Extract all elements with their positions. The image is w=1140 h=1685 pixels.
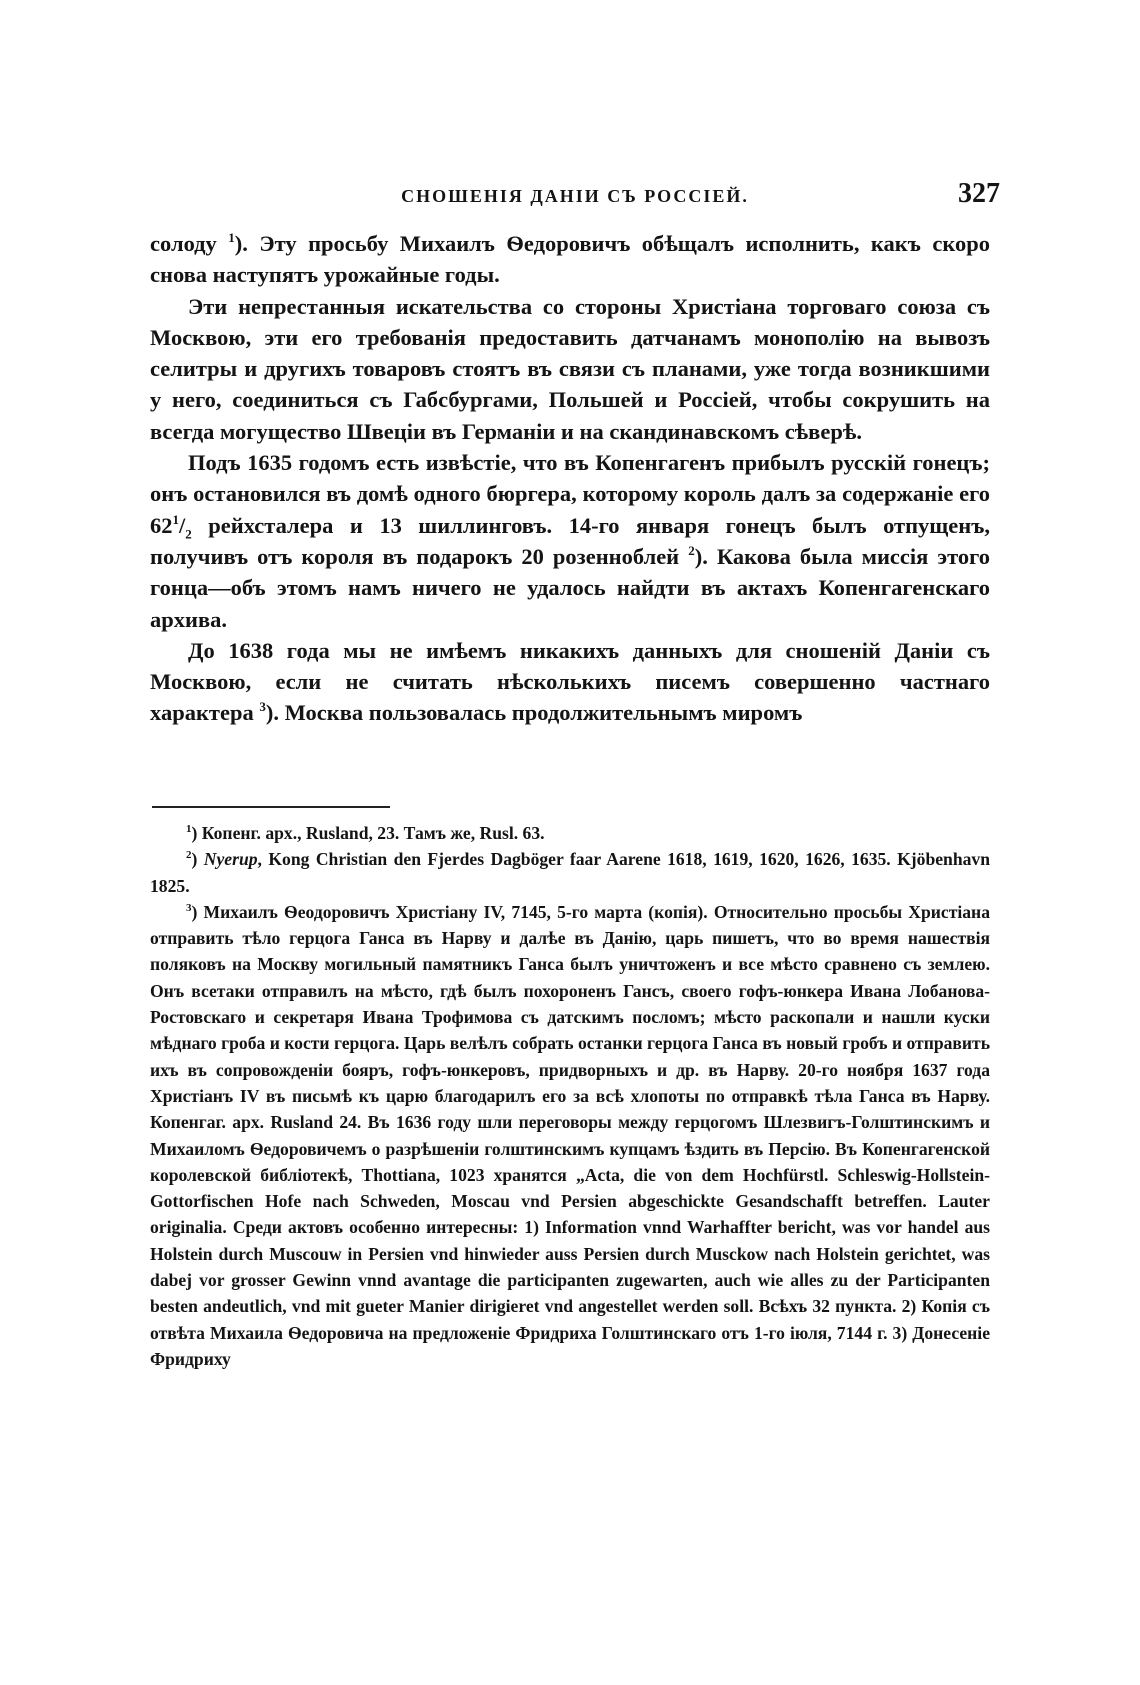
paragraph-4 (150, 635, 990, 729)
footnote-3-text: ) Михаилъ Ѳеодоровичъ Христіану IV, 7145, 5-го марта (копія). Относительно просьбы Христіана отправить тѣло герцога Ганса въ Нарву и далѣе въ Данію, царь пишетъ, что во время нашествія поляковъ на Москву могильный памятникъ Ганса былъ уничтоженъ и все мѣсто сравнено съ землею. Онъ всетаки отправилъ на мѣсто, гдѣ былъ похороненъ Гансъ, своего гофъ-юнкера Ивана Лобанова-Ростовскаго и секретаря Ивана Трофимова съ датскимъ посломъ; мѣсто раскопали и нашли куски мѣднаго гроба и кости герцога. Царь велѣлъ собрать останки герцога Ганса въ новый гробъ и отправить ихъ въ сопровожденіи бояръ, гофъ-юнкеровъ, придворныхъ и др. въ Нарву. 20-го ноября 1637 года Христіанъ IV въ письмѣ къ царю благодарилъ его за всѣ хлопоты по отправкѣ тѣла Ганса въ Нарву. Копенгаг. арх. Rusland 24. Въ 1636 году шли переговоры между герцогомъ Шлезвигъ-Голштинскимъ и Михаиломъ Ѳедоровичемъ о разрѣшеніи голштинскимъ купцамъ ѣздить въ Персію. Въ Копенгагенской королевской библіотекѣ, Thottiana, 1023 хранятся „Acta, die von dem Hochfürstl. Schleswig-Hollstein-Gottorfischen Hofe nach Schweden, Moscau vnd Persien abgeschickte Gesandschafft betreffen. Lauter originalia. Среди актовъ особенно интересны: 1) Information vnnd Warhaffter bericht, was vor handel aus Holstein durch Muscouw in Persien vnd hinwieder auss Persien durch Musckow nach Holstein gerichtet, was dabej vor grosser Gewinn vnnd avantage die participanten zugewarten, auch wie alles zu der Participanten besten andeutlich, vnd mit gueter Manier dirigieret vnd angestellet werden soll. Всѣхъ 32 пункта. 2) Копія съ отвѣта Михаила Ѳедоровича на предложеніе Фридриха Голштинскаго отъ 1-го іюля, 7144 г. 3) Донесеніе Фридриху (150, 901, 990, 1369)
paragraph-4-text-a: До 1638 года мы не имѣемъ никакихъ данныхъ для сношеній Даніи съ Москвою, если не считать нѣсколькихъ писемъ совершенно частнаго характера (150, 637, 990, 726)
fraction-numerator: 1 (172, 511, 179, 527)
fraction-denominator: 2 (185, 526, 192, 542)
paragraph-1-text: ). Эту просьбу Михаилъ Ѳедоровичъ обѣщалъ исполнить, какъ скоро снова наступятъ урожайные годы. (150, 231, 990, 288)
footnote-2: $^2$) Nyerup, Kong Christian den Fjerdes Dagböger faar Aarene 1618, 1619, 1620, 1626, 1635. Kjöbenhavn 1825. (150, 849, 990, 896)
footnote-3-mark: 3 (186, 901, 192, 914)
footnote-divider (152, 806, 390, 808)
paragraph-3 (150, 447, 990, 635)
footnote-2-text: , Kong Christian den Fjerdes Dagböger faar Aarene 1618, 1619, 1620, 1626, 1635. Kjöbenhavn 1825. (150, 849, 990, 896)
paragraph-3-text-b: рейхсталера и 13 шиллинговъ. 14-го января гонецъ былъ отпущенъ, получивъ отъ короля въ подарокъ 20 розенноблей (150, 512, 990, 569)
paragraph-3-text-c: ). Какова была миссія этого гонца—объ этомъ намъ ничего не удалось найдти въ актахъ Копенгагенскаго архива. (150, 543, 990, 632)
footnote-1 (150, 820, 990, 846)
running-head (150, 178, 1000, 218)
paragraph-2: Эти непрестанныя искательства со стороны Христіана торговаго союза съ Москвою, эти его требованія предоставить датчанамъ монополію на вывозъ селитры и другихъ товаровъ стоятъ въ связи съ планами, уже тогда возникшими у него, соединиться съ Габсбургами, Польшей и Россіей, чтобы сокрушить на всегда могущество Швеціи въ Германіи и на скандинавскомъ сѣверѣ. (150, 293, 990, 444)
main-text (150, 228, 990, 729)
footnote-ref-2: 2 (688, 542, 695, 558)
footnote-ref-1: 1 (228, 230, 235, 245)
footnote-ref-3: 3 (259, 699, 266, 715)
fraction-slash: / (179, 512, 186, 538)
paragraph-3-text-a: Подъ 1635 годомъ есть извѣстіе, что въ Копенгагенъ прибылъ русскій гонецъ; онъ остановился въ домѣ одного бюргера, которому король далъ за содержаніе его 62 (150, 450, 990, 538)
paragraph-1 (150, 228, 990, 291)
footnote-2-mark: 2 (186, 849, 192, 862)
paragraph-1-start: солоду (150, 231, 217, 256)
footnote-1-mark: 1 (186, 823, 192, 835)
footnote-2-author: Nyerup (203, 849, 258, 870)
running-title: СНОШЕНІЯ ДАНІИ СЪ РОССІЕЙ. (401, 186, 749, 206)
paragraph-4-text-b: ). Москва пользовалась продолжительнымъ миромъ (265, 700, 803, 726)
footnotes (150, 820, 990, 1372)
footnote-1-text: ) Копенг. арх., Rusland, 23. Тамъ же, Rusl. 63. (191, 823, 545, 843)
page-number: 327 (958, 178, 1000, 209)
footnote-3 (150, 899, 990, 1372)
